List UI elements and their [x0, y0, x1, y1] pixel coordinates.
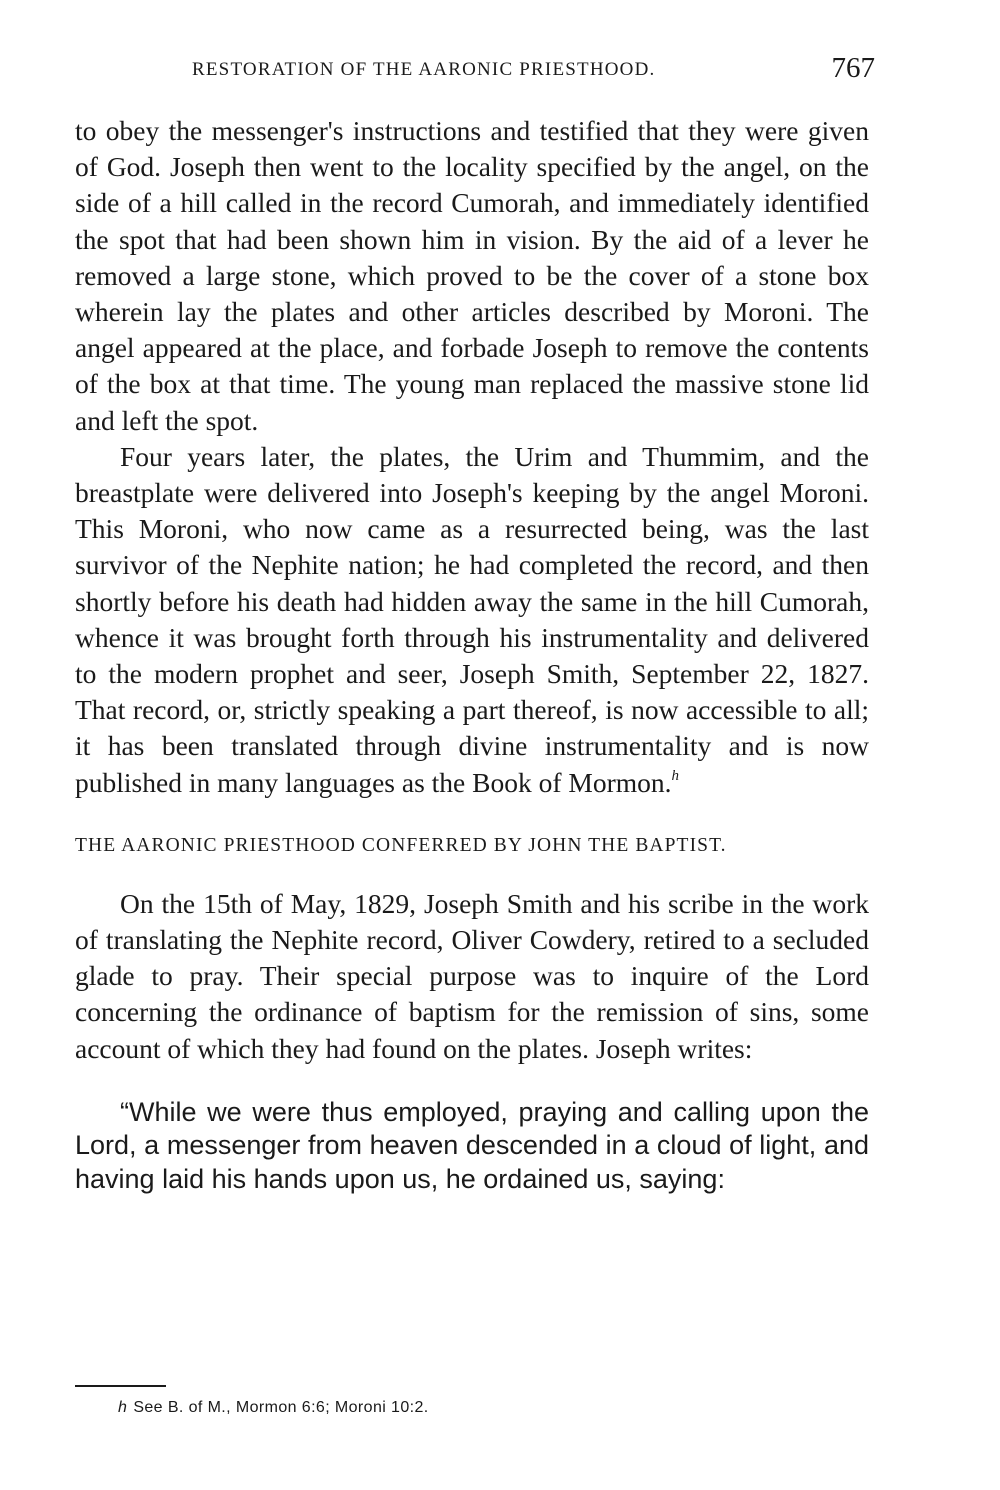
- paragraph-2-text: Four years later, the plates, the Urim and Thummim, and the breastplate were delivered into Joseph's keeping by the angel Moroni. This Moroni, who now came as a resurrected being, was the last survivor of the Nephite nation; he had completed the record, and then shortly before his death had hidden away the same in the hill Cumorah, whence it was brought forth through his instrumentality and delivered to the modern prophet and seer, Joseph Smith, September 22, 1827. That record, or, strictly speaking a part thereof, is now accessible to all; it has been translated through divine instrumentality and is now published in many languages as the Book of Mormon.: [75, 440, 869, 798]
- footnote-mark: h: [118, 1399, 128, 1416]
- footnote-reference: h: [671, 767, 680, 784]
- main-text: [75, 113, 869, 1196]
- page-number: 767: [831, 52, 875, 84]
- block-quote: “While we were thus employed, praying and calling upon the Lord, a messenger from heaven descended in a cloud of light, and having laid his hands upon us, he ordained us, saying:: [75, 1096, 869, 1194]
- paragraph-1: to obey the messenger's instructions and testified that they were given of God. Joseph then went to the locality specified by the angel, on the side of a hill called in the record Cumorah, and immediately identified the spot that had been shown him in vision. By the aid of a lever he removed a large stone, which proved to be the cover of a stone box wherein lay the plates and other articles described by Moroni. The angel appeared at the place, and forbade Joseph to remove the contents of the box at that time. The young man replaced the massive stone lid and left the spot.: [75, 115, 869, 436]
- footnote: [118, 1399, 429, 1417]
- footnote-text: See B. of M., Mormon 6:6; Moroni 10:2.: [133, 1399, 429, 1416]
- running-title: RESTORATION OF THE AARONIC PRIESTHOOD.: [192, 59, 656, 80]
- paragraph-3: On the 15th of May, 1829, Joseph Smith and his scribe in the work of translating the Nephite record, Oliver Cowdery, retired to a secluded glade to pray. Their special purpose was to inquire of the Lord concerning the ordinance of baptism for the remission of sins, some account of which they had found on the plates. Joseph writes:: [75, 887, 869, 1064]
- paragraph-2: [75, 439, 869, 801]
- footnote-rule: [75, 1385, 166, 1387]
- section-heading: THE AARONIC PRIESTHOOD CONFERRED BY JOHN THE BAPTIST.: [75, 834, 727, 856]
- page-header: [75, 52, 875, 88]
